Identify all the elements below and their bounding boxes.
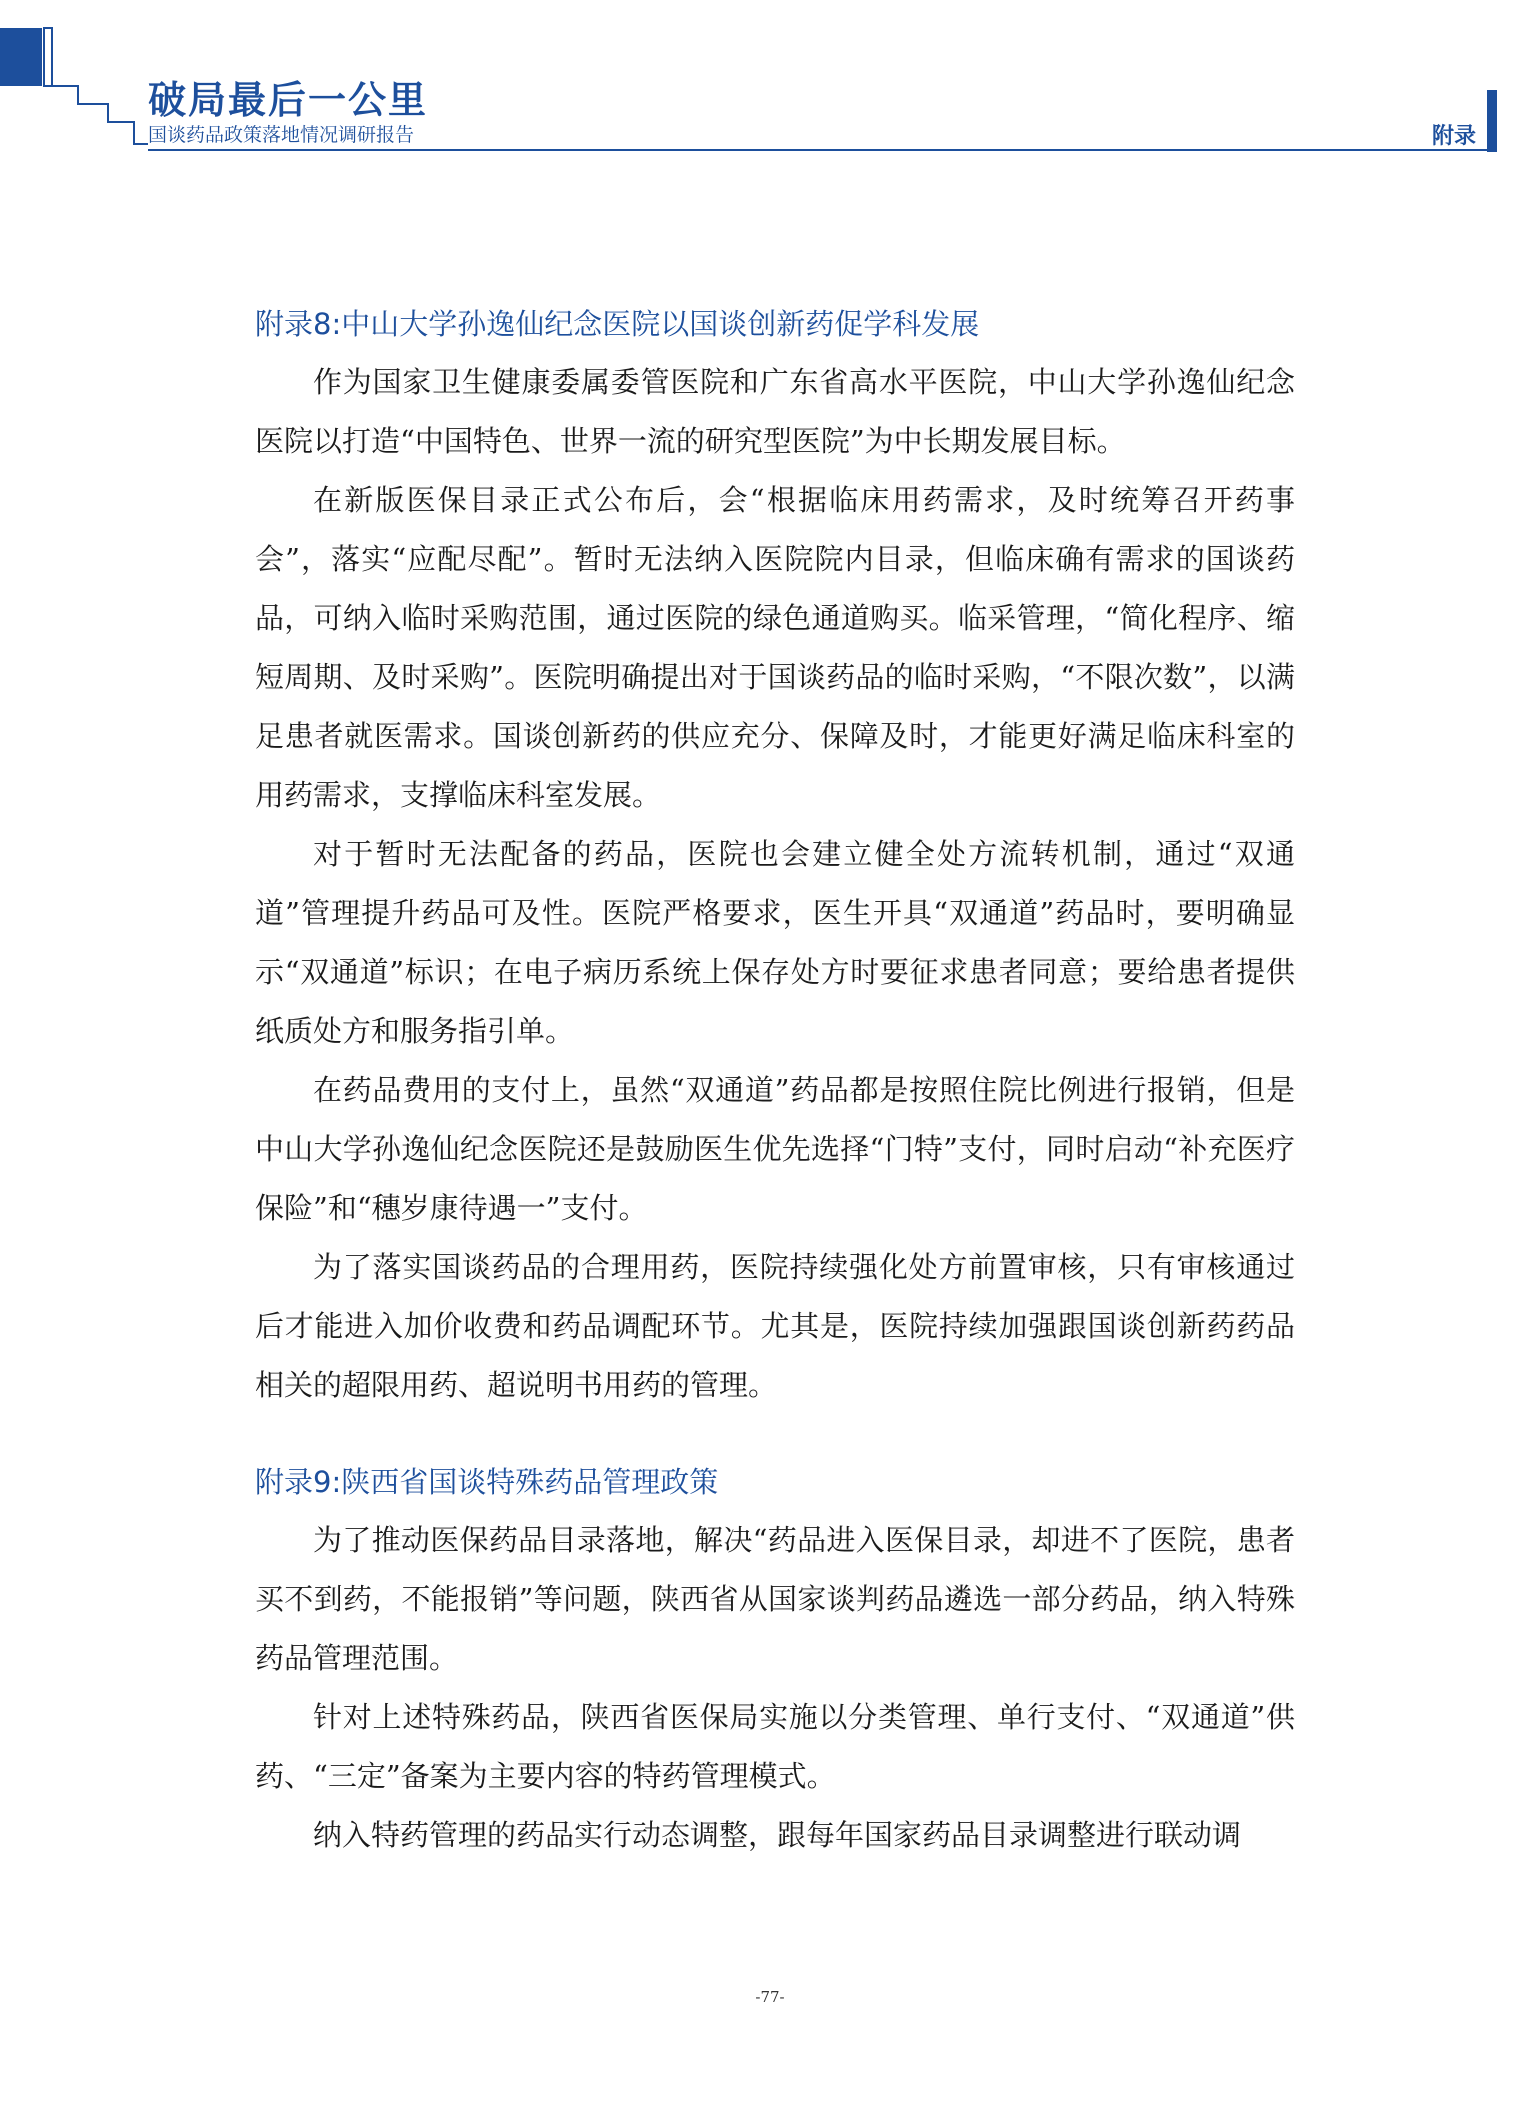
appendix-8-paragraph-3: 对于暂时无法配备的药品，医院也会建立健全处方流转机制，通过“双通道”管理提升药品可及性。医院严格要求，医生开具“双通道”药品时，要明确显示“双通道”标识；在电子病历系统上保存处方时要征求患者同意；要给患者提供纸质处方和服务指引单。 bbox=[255, 837, 1295, 1048]
section-gap bbox=[255, 1415, 1295, 1453]
appendix-8-heading: 附录8:中山大学孙逸仙纪念医院以国谈创新药促学科发展 bbox=[255, 307, 980, 341]
appendix-9-paragraph-3: 纳入特药管理的药品实行动态调整，跟每年国家药品目录调整进行联动调 bbox=[313, 1818, 1242, 1852]
page-number: -77- bbox=[755, 1988, 785, 2006]
appendix-8-paragraph-1: 作为国家卫生健康委属委管医院和广东省高水平医院，中山大学孙逸仙纪念医院以打造“中国特色、世界一流的研究型医院”为中长期发展目标。 bbox=[255, 365, 1295, 458]
page-content bbox=[255, 295, 1295, 1865]
section-tag-bar bbox=[1487, 90, 1497, 152]
appendix-9-paragraph-2: 针对上述特殊药品，陕西省医保局实施以分类管理、单行支付、“双通道”供药、“三定”备案为主要内容的特药管理模式。 bbox=[255, 1700, 1295, 1793]
appendix-8-paragraph-5: 为了落实国谈药品的合理用药，医院持续强化处方前置审核，只有审核通过后才能进入加价收费和药品调配环节。尤其是，医院持续加强跟国谈创新药药品相关的超限用药、超说明书用药的管理。 bbox=[255, 1250, 1295, 1402]
appendix-9-paragraph-1: 为了推动医保药品目录落地，解决“药品进入医保目录，却进不了医院，患者买不到药，不能报销”等问题，陕西省从国家谈判药品遴选一部分药品，纳入特殊药品管理范围。 bbox=[255, 1523, 1295, 1675]
appendix-8-paragraph-4: 在药品费用的支付上，虽然“双通道”药品都是按照住院比例进行报销，但是中山大学孙逸仙纪念医院还是鼓励医生优先选择“门特”支付，同时启动“补充医疗保险”和“穗岁康待遇一”支付。 bbox=[255, 1073, 1295, 1225]
appendix-9-heading: 附录9:陕西省国谈特殊药品管理政策 bbox=[255, 1465, 719, 1499]
section-tag: 附录 bbox=[1432, 124, 1477, 149]
report-subtitle: 国谈药品政策落地情况调研报告 bbox=[148, 124, 415, 146]
report-title: 破局最后一公里 bbox=[148, 78, 429, 122]
appendix-8-paragraph-2: 在新版医保目录正式公布后，会“根据临床用药需求，及时统筹召开药事会”，落实“应配尽配”。暂时无法纳入医院院内目录，但临床确有需求的国谈药品，可纳入临时采购范围，通过医院的绿色通道购买。临采管理，“简化程序、缩短周期、及时采购”。医院明确提出对于国谈药品的临时采购，“不限次数”，以满足患者就医需求。国谈创新药的供应充分、保障及时，才能更好满足临床科室的用药需求，支撑临床科室发展。 bbox=[255, 483, 1295, 812]
page-header bbox=[0, 0, 1540, 160]
